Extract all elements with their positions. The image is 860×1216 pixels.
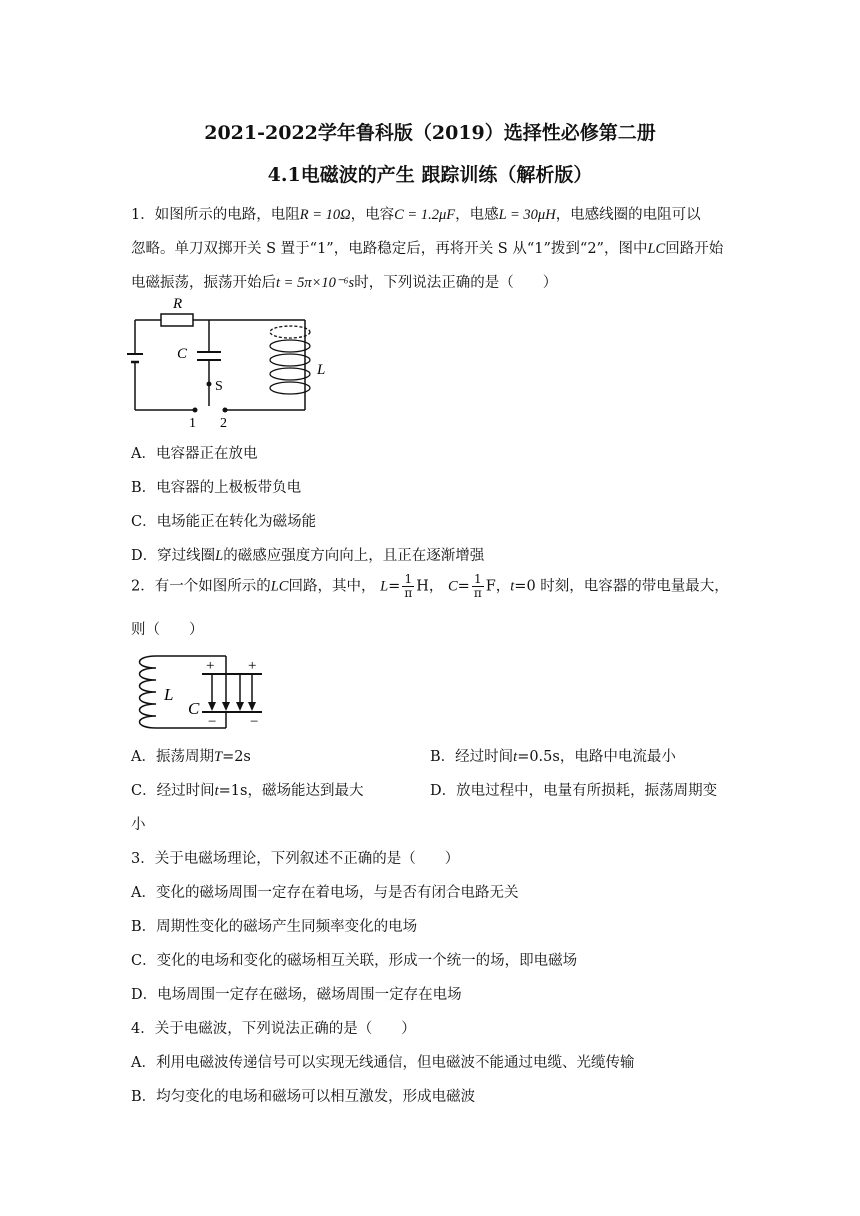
fig1-label-S: S (215, 379, 223, 394)
fig1-label-C: C (177, 346, 188, 362)
q2-fraction-L: $\frac{1}{\pi}$ (404, 572, 413, 600)
q2-option-b: B．经过时间t=0.5s，电路中电流最小 (430, 749, 676, 765)
q2-fraction-C: $\frac{1}{\pi}$ (473, 572, 482, 600)
q4-option-b: B．均匀变化的电场和磁场可以相互激发，形成电磁波 (131, 1089, 476, 1105)
q2-stem-line2: 则（ ） (131, 622, 204, 638)
q2-option-a: A．振荡周期T=2s (131, 749, 251, 765)
q1-stem-line2: 忽略。单刀双掷开关 S 置于“1”，电路稳定后，再将开关 S 从“1”拨到“2”，图中LC回路开始 (131, 241, 724, 257)
fig2-label-L: L (164, 685, 174, 704)
q3-option-b: B．周期性变化的磁场产生同频率变化的电场 (131, 919, 418, 935)
fig1-label-R: R (173, 296, 183, 312)
q1-option-b: B．电容器的上极板带负电 (131, 480, 302, 496)
q3-option-c: C．变化的电场和变化的磁场相互关联，形成一个统一的场，即电磁场 (131, 953, 578, 969)
q3-stem: 3．关于电磁场理论，下列叙述不正确的是（ ） (131, 851, 460, 867)
fig2-label-C: C (188, 699, 200, 718)
q1-stem-line1: 1．如图所示的电路，电阻R = 10Ω，电容C = 1.2μF，电感L = 30μH，电感线圈的电阻可以 (131, 207, 701, 223)
q1-option-c: C．电场能正在转化为磁场能 (131, 514, 317, 530)
q2-lc-circuit-diagram (126, 650, 276, 735)
q2-option-d: D．放电过程中，电量有所损耗，振荡周期变 (430, 783, 718, 799)
fig1-label-L: L (317, 362, 326, 378)
q4-stem: 4．关于电磁波，下列说法正确的是（ ） (131, 1021, 416, 1037)
fig2-plus-left: + (206, 658, 215, 674)
q2-option-c: C．经过时间t=1s，磁场能达到最大 (131, 783, 364, 799)
document-title: 2021-2022学年鲁科版（2019）选择性必修第二册 (204, 122, 656, 144)
fig2-plus-right: + (248, 658, 257, 674)
q3-option-d: D．电场周围一定存在磁场，磁场周围一定存在电场 (131, 987, 462, 1003)
document-subtitle: 4.1电磁波的产生 跟踪训练（解析版） (267, 164, 593, 186)
q1-option-a: A．电容器正在放电 (131, 446, 258, 462)
fig2-minus-left: − (208, 714, 217, 730)
fig1-label-1: 1 (189, 416, 196, 430)
q1-circuit-diagram (125, 290, 335, 430)
q4-option-a: A．利用电磁波传递信号可以实现无线通信，但电磁波不能通过电缆、光缆传输 (131, 1055, 635, 1071)
fig2-minus-right: − (250, 714, 259, 730)
fig1-label-2: 2 (220, 416, 227, 430)
q2-stem-line1: 2．有一个如图所示的LC回路，其中， L= $\frac{1}{\pi}$ H， C= $\frac{1}{\pi}$ F，t=0 时刻，电容器的带电量最大， (131, 572, 729, 600)
q3-option-a: A．变化的磁场周围一定存在着电场，与是否有闭合电路无关 (131, 885, 519, 901)
q1-option-d: D．穿过线圈L的磁感应强度方向向上，且正在逐渐增强 (131, 548, 485, 564)
q2-option-d-continued: 小 (131, 817, 146, 833)
q1-stem-line3: 电磁振荡，振荡开始后t = 5π×10⁻⁶s时，下列说法正确的是（ ） (131, 275, 558, 291)
